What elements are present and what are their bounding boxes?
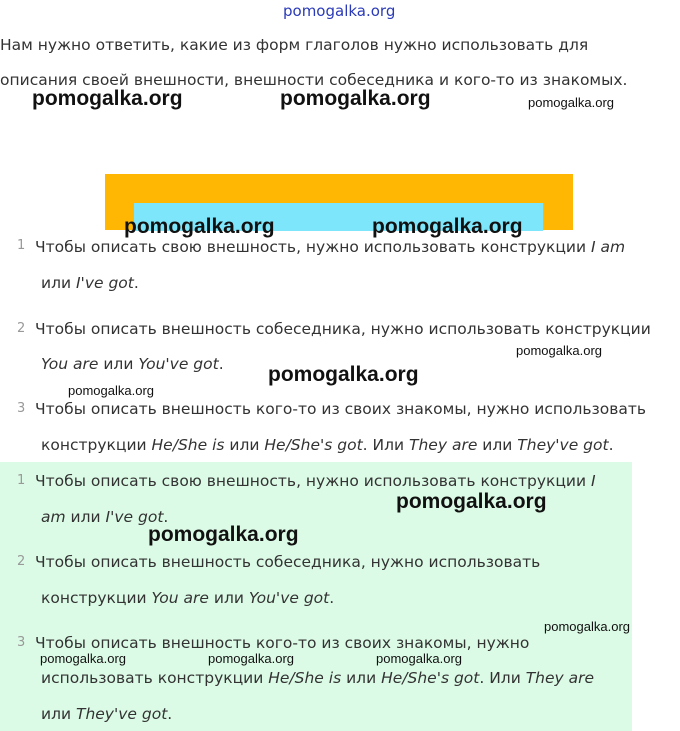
list-item-line: использовать конструкции He/She is или He/She's got. Или They are xyxy=(41,669,595,687)
list-item-line: am или I've got. xyxy=(41,508,169,526)
watermark: pomogalka.org xyxy=(32,87,183,110)
site-title[interactable]: pomogalka.org xyxy=(283,2,396,20)
watermark: pomogalka.org xyxy=(280,87,431,110)
list-number: 3 xyxy=(17,401,26,416)
watermark: pomogalka.org xyxy=(124,215,275,238)
watermark: pomogalka.org xyxy=(376,651,462,666)
list-number: 1 xyxy=(17,238,26,253)
list-item-line: конструкции You are или You've got. xyxy=(41,589,335,607)
watermark: pomogalka.org xyxy=(528,95,614,110)
list-item-line: Чтобы описать свою внешность, нужно использовать конструкции I xyxy=(35,472,596,490)
list-number: 3 xyxy=(17,635,26,650)
list-item-line: Чтобы описать внешность кого-то из своих знакомы, нужно xyxy=(35,634,530,652)
watermark: pomogalka.org xyxy=(208,651,294,666)
list-item-line: Чтобы описать внешность собеседника, нужно использовать xyxy=(35,553,541,571)
watermark: pomogalka.org xyxy=(268,363,419,386)
watermark: pomogalka.org xyxy=(148,523,299,546)
list-item-line: Чтобы описать внешность собеседника, нужно использовать конструкции xyxy=(35,320,651,338)
intro-line-2: описания своей внешности, внешности собеседника и кого-то из знакомых. xyxy=(0,71,628,89)
watermark: pomogalka.org xyxy=(516,343,602,358)
list-item-line: или They've got. xyxy=(41,705,173,723)
list-item-line: You are или You've got. xyxy=(41,355,224,373)
watermark: pomogalka.org xyxy=(68,383,154,398)
watermark: pomogalka.org xyxy=(40,651,126,666)
list-item-line: конструкции He/She is или He/She's got. Или They are или They've got. xyxy=(41,436,614,454)
list-number: 2 xyxy=(17,554,26,569)
watermark: pomogalka.org xyxy=(372,215,523,238)
intro-line-1: Нам нужно ответить, какие из форм глаголов нужно использовать для xyxy=(0,36,589,54)
list-item-line: или I've got. xyxy=(41,274,139,292)
list-item-line: Чтобы описать свою внешность, нужно использовать конструкции I am xyxy=(35,238,626,256)
watermark: pomogalka.org xyxy=(396,490,547,513)
list-number: 2 xyxy=(17,321,26,336)
watermark: pomogalka.org xyxy=(544,619,630,634)
list-item-line: Чтобы описать внешность кого-то из своих знакомы, нужно использовать xyxy=(35,400,647,418)
list-number: 1 xyxy=(17,473,26,488)
